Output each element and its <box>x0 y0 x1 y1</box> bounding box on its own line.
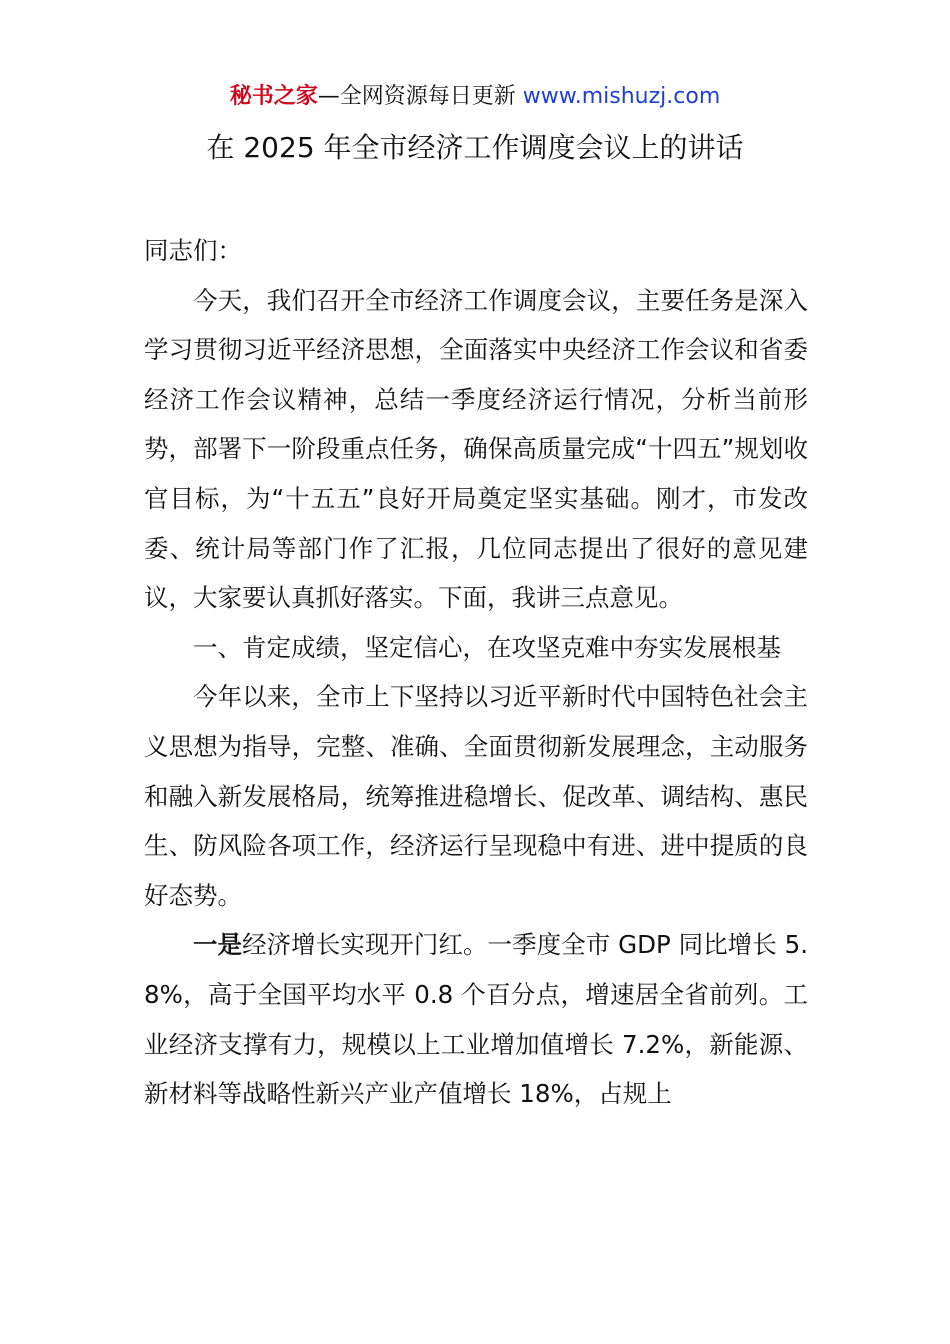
site-brand: 秘书之家 <box>229 84 318 109</box>
intro-paragraph: 今天，我们召开全市经济工作调度会议，主要任务是深入学习贯彻习近平经济思想，全面落实中央经济工作会议和省委经济工作会议精神，总结一季度经济运行情况，分析当前形势，部署下一阶段重点任务，确保高质量完成“十四五”规划收官目标，为“十五五”良好开局奠定坚实基础。刚才，市发改委、统计局等部门作了汇报，几位同志提出了很好的意见建议，大家要认真抓好落实。下面，我讲三点意见。 <box>144 285 808 613</box>
site-header <box>0 82 950 112</box>
document-body <box>144 226 808 1119</box>
site-tagline: —全网资源每日更新 <box>317 84 523 109</box>
point-paragraph <box>144 920 808 1118</box>
point-lead: 一是 <box>193 930 243 960</box>
section-heading: 一、肯定成绩，坚定信心，在攻坚克难中夯实发展根基 <box>193 632 781 662</box>
document-title: 在 2025 年全市经济工作调度会议上的讲话 <box>206 131 744 164</box>
section-paragraph: 今年以来，全市上下坚持以习近平新时代中国特色社会主义思想为指导，完整、准确、全面贯彻新发展理念，主动服务和融入新发展格局，统筹推进稳增长、促改革、调结构、惠民生、防风险各项工作，经济运行呈现稳中有进、进中提质的良好态势。 <box>144 682 808 910</box>
site-url[interactable]: www.mishuzj.com <box>522 84 721 109</box>
point-text: 经济增长实现开门红。一季度全市 GDP 同比增长 5.8%，高于全国平均水平 0.8 个百分点，增速居全省前列。工业经济支撑有力，规模以上工业增加值增长 7.2%，新能源、新材料等战略性新兴产业产值增长 18%，占规上 <box>144 930 808 1109</box>
salutation: 同志们： <box>144 236 242 265</box>
